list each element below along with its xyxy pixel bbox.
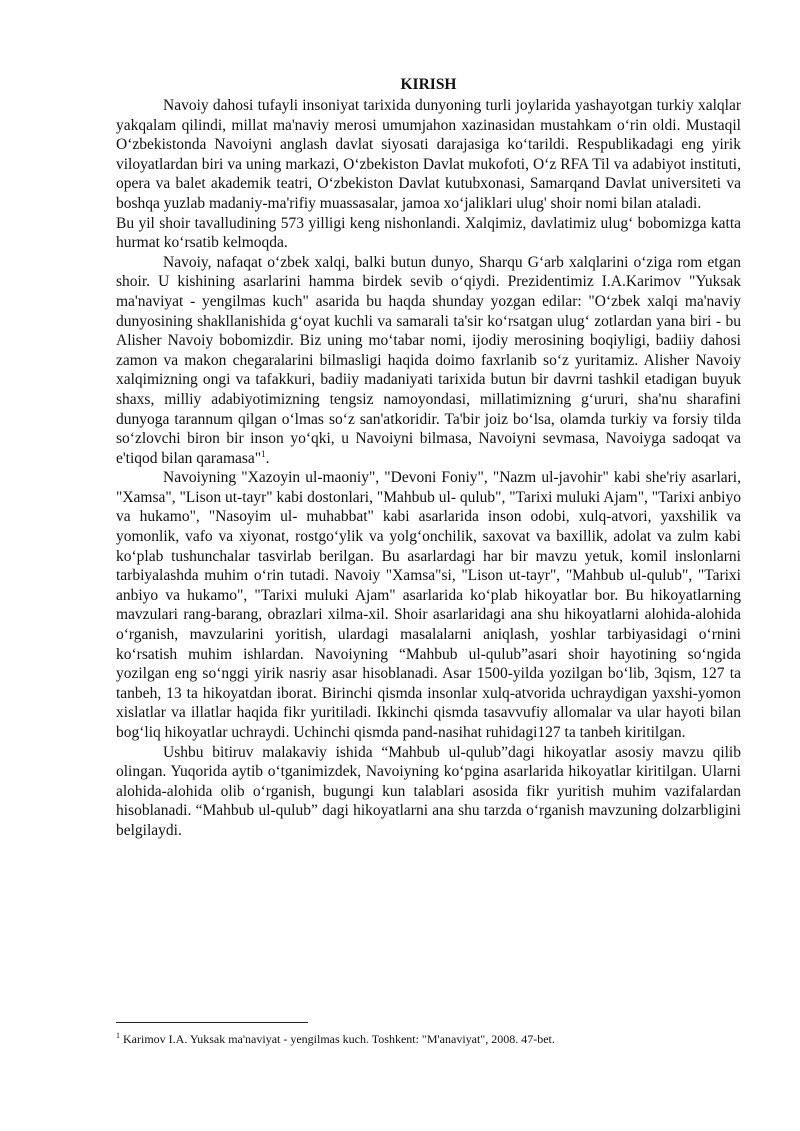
page-title: KIRISH bbox=[400, 76, 457, 93]
footnote bbox=[116, 1028, 741, 1047]
footnote-marker: 1 bbox=[116, 1031, 120, 1040]
footnote-text: Karimov I.A. Yuksak ma'naviyat - yengilmas kuch. Toshkent: "M'anaviyat", 2008. 47-bet. bbox=[120, 1032, 555, 1046]
paragraph-anniversary: Bu yil shoir tavalludining 573 yilligi keng nishonlandi. Xalqimiz, davlatimiz ulug‘ bobomizga katta hurmat ko‘rsatib kelmoqda. bbox=[116, 214, 741, 252]
footnote-divider bbox=[116, 1022, 308, 1023]
footnote-reference: 1 bbox=[261, 448, 266, 459]
paragraph-works: Navoiyning "Xazoyin ul-maoniy", "Devoni Foniy", "Nazm ul-javohir" kabi she'riy asarlari, "Xamsa", "Lison ut-tayr" kabi dostonlari, "Mahbub ul- qulub", "Tarixi muluki Ajam", "Tarixi anbiyo va hukamo", "Nasoyim ul- muhabbat" kabi asarlarida inson odobi, xulq-atvori, yaxshilik va yomonlik, vafo va xiyonat, rostgo‘ylik va yolg‘onchilik, saxovat va baxillik, adolat va zulm kabi ko‘plab tushunchalar tasvirlab berilgan. Bu asarlardagi har bir mavzu yetuk, komil inslonlarni tarbiyalashda muhim o‘rin tutadi. Navoiy "Xamsa"si, "Lison ut-tayr", "Mahbub ul-qulub", "Tarixi anbiyo va hukamo", "Tarixi muluki Ajam" asarlarida ko‘plab hikoyatlar bor. Bu hikoyatlarning mavzulari rang-barang, obrazlari xilma-xil. Shoir asarlaridagi ana shu hikoyatlarni alohida-alohida o‘rganish, mavzularini yoritish, ulardagi masalalarni aniqlash, yoshlar tarbiyasidagi o‘rnini ko‘rsatish muhim ishlardan. Navoiyning “Mahbub ul-qulub”asari shoir hayotining so‘ngida yozilgan eng so‘nggi yirik nasriy asar hisoblanadi. Asar 1500-yilda yozilgan bo‘lib, 3qism, 127 ta tanbeh, 13 ta hikoyatdan iborat. Birinchi qismda insonlar xulq-atvorida uchraydigan yaxshi-yomon xislatlar va illatlar haqida fikr yuritiladi. Ikkinchi qismda tasavvufiy allomalar va ular hayoti bilan bog‘liq hikoyatlar uchraydi. Uchinchi qismda pand-nasihat ruhidagi127 ta tanbeh kiritilgan. bbox=[116, 469, 741, 741]
document-page bbox=[116, 76, 741, 841]
paragraph-quote bbox=[116, 253, 741, 469]
paragraph-quote-text: Navoiy, nafaqat o‘zbek xalqi, balki butun dunyo, Sharqu G‘arb xalqlarini o‘ziga rom etgan shoir. U kishining asarlarini hamma birdek sevib o‘qiydi. Prezidentimiz I.A.Karimov "Yuksak ma'naviyat - yengilmas kuch" asarida bu haqda shunday yozgan edilar: "O‘zbek xalqi ma'naviy dunyosining shakllanishida g‘oyat kuchli va samarali ta'sir ko‘rsatgan ulug‘ zotlardan yana biri - bu Alisher Navoiy bobomizdir. Biz uning mo‘tabar nomi, ijodiy merosining boqiyligi, badiiy dahosi zamon va makon chegaralarini bilmasligi haqida doimo faxrlanib so‘z yuritamiz. Alisher Navoiy xalqimizning ongi va tafakkuri, badiiy madaniyati tarixida butun bir davrni tashkil etadigan buyuk shaxs, milliy adabiyotimizning tengsiz namoyondasi, millatimizning g‘ururi, sha'nu sharafini dunyoga tarannum qilgan o‘lmas so‘z san'atkoridir. Ta'bir joiz bo‘lsa, olamda turkiy va forsiy tilda so‘zlovchi biron bir inson yo‘qki, u Navoiyni bilmasa, Navoiyni sevmasa, Navoiyga sadoqat va e'tiqod bilan qaramasa" bbox=[116, 253, 741, 467]
quote-end-period: . bbox=[265, 449, 270, 467]
paragraph-thesis-topic: Ushbu bitiruv malakaviy ishida “Mahbub ul-qulub”dagi hikoyatlar asosiy mavzu qilib olingan. Yuqorida aytib o‘tganimizdek, Navoiyning ko‘pgina asarlarida hikoyatlar kiritilgan. Ularni alohida-alohida olib o‘rganish, bugungi kun talablari asosida fikr yuritish muhim vazifalardan hisoblanadi. “Mahbub ul-qulub” dagi hikoyatlarni ana shu tarzda o‘rganish mavzuning dolzarbligini belgilaydi. bbox=[116, 743, 741, 839]
paragraph-intro: Navoiy dahosi tufayli insoniyat tarixida dunyoning turli joylarida yashayotgan turkiy xalqlar yakqalam qilindi, millat ma'naviy merosi umumjahon xazinasidan mustahkam o‘rin oldi. Mustaqil O‘zbekistonda Navoiyni anglash davlat siyosati darajasiga ko‘tarildi. Respublikadagi eng yirik viloyatlardan biri va uning markazi, O‘zbekiston Davlat mukofoti, O‘z RFA Til va adabiyot instituti, opera va balet akademik teatri, O‘zbekiston Davlat kutubxonasi, Samarqand Davlat universiteti va boshqa yuzlab madaniy-ma'rifiy muassasalar, jamoa xo‘jaliklari ulug' shoir nomi bilan ataladi. bbox=[116, 97, 741, 212]
